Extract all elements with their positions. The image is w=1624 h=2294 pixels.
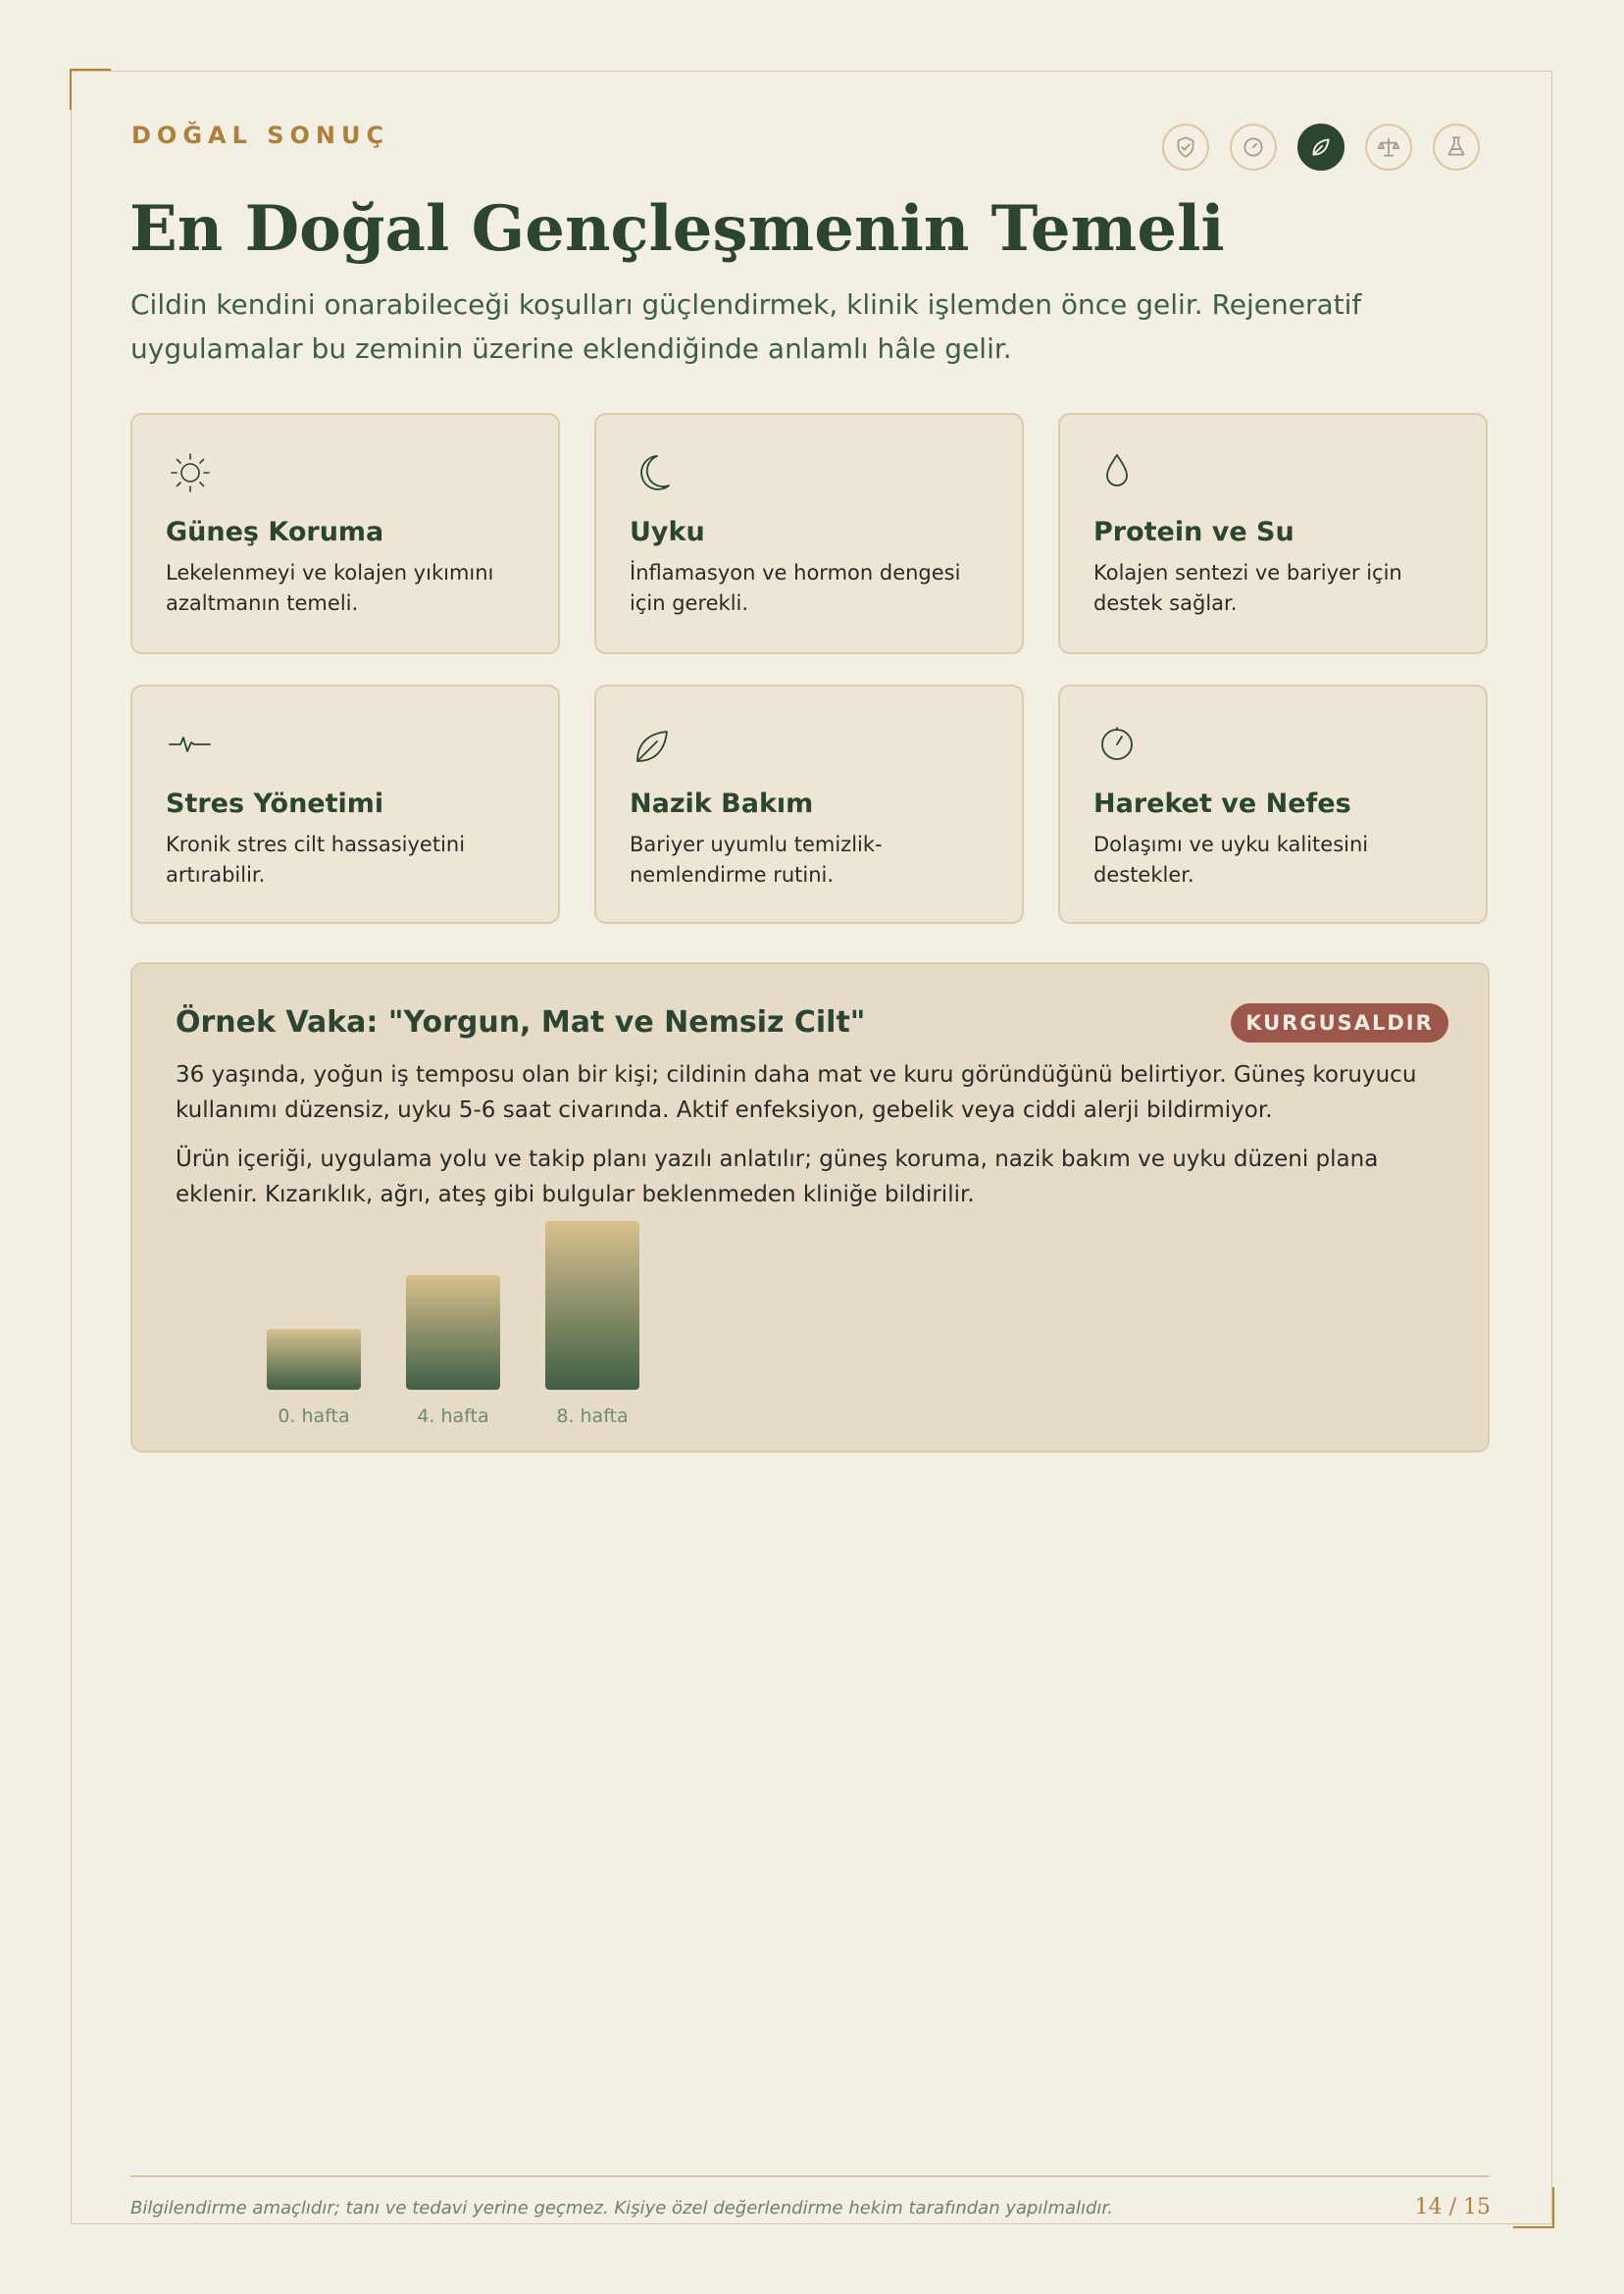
corner-accent-top-left [70, 69, 111, 110]
card-title: Protein ve Su [1093, 517, 1294, 547]
card-sun-protection [130, 413, 560, 654]
card-title: Nazik Bakım [630, 789, 814, 819]
card-gentle-care [594, 685, 1024, 924]
case-study-panel [130, 962, 1490, 1453]
card-text: İnflamasyon ve hormon dengesi için gerekli. [630, 561, 961, 615]
leaf-icon[interactable] [1297, 124, 1345, 171]
section-nav [1162, 124, 1480, 171]
fictional-badge: KURGUSALDIR [1231, 1003, 1448, 1043]
card-title: Uyku [630, 517, 705, 547]
chart-bar [406, 1275, 500, 1390]
chart-tick-label: 0. hafta [278, 1405, 350, 1427]
flask-icon[interactable] [1433, 124, 1480, 171]
footer-divider [130, 2175, 1490, 2177]
balance-scale-icon[interactable] [1365, 124, 1412, 171]
case-study-title: Örnek Vaka: "Yorgun, Mat ve Nemsiz Cilt" [176, 1005, 866, 1040]
chart-bar [545, 1221, 639, 1390]
moon-icon [630, 448, 679, 497]
card-text: Lekelenmeyi ve kolajen yıkımını azaltmanın temeli. [166, 561, 494, 615]
section-eyebrow: DOĞAL SONUÇ [131, 122, 390, 149]
case-study-paragraph: 36 yaşında, yoğun iş temposu olan bir kişi; cildinin daha mat ve kuru göründüğünü belirtiyor. Güneş koruyucu kullanımı düzensiz, uyku 5-6 saat civarında. Aktif enfeksiyon, gebelik veya ciddi alerji bildirmiyor. [176, 1062, 1417, 1123]
chart-tick-label: 8. hafta [556, 1405, 629, 1427]
card-movement-breath [1058, 685, 1488, 924]
card-text: Dolaşımı ve uyku kalitesini destekler. [1093, 833, 1369, 887]
card-text: Kronik stres cilt hassasiyetini artırabilir. [166, 833, 466, 887]
case-study-paragraph: Ürün içeriği, uygulama yolu ve takip planı yazılı anlatılır; güneş koruma, nazik bakım ve uyku düzeni plana eklenir. Kızarıklık, ağrı, ateş gibi bulgular beklenmeden kliniğe bildirilir. [176, 1147, 1379, 1207]
footer-disclaimer: Bilgilendirme amaçlıdır; tanı ve tedavi yerine geçmez. Kişiye özel değerlendirme hekim tarafından yapılmalıdır. [130, 2198, 1113, 2218]
corner-accent-bottom-right [1513, 2187, 1554, 2228]
card-text: Bariyer uyumlu temizlik-nemlendirme rutini. [630, 833, 883, 887]
chart-tick-label: 4. hafta [417, 1405, 489, 1427]
progress-bar-chart [176, 1221, 666, 1447]
card-stress-management [130, 685, 560, 924]
chart-bar [267, 1329, 361, 1390]
leaf-icon [630, 720, 679, 769]
card-text: Kolajen sentezi ve bariyer için destek sağlar. [1093, 561, 1402, 615]
gauge-icon[interactable] [1230, 124, 1277, 171]
page-title: En Doğal Gençleşmenin Temeli [129, 192, 1225, 266]
pulse-icon [166, 720, 215, 769]
drop-icon [1093, 448, 1142, 497]
card-protein-water [1058, 413, 1488, 654]
lead-paragraph: Cildin kendini onarabileceği koşulları güçlendirmek, klinik işlemden önce gelir. Rejeneratif uygulamalar bu zeminin üzerine eklendiğinde anlamlı hâle gelir. [130, 288, 1362, 365]
card-title: Hareket ve Nefes [1093, 789, 1351, 819]
page-number: 14 / 15 [1414, 2195, 1491, 2219]
card-title: Stres Yönetimi [166, 789, 384, 819]
stopwatch-icon [1093, 720, 1142, 769]
card-sleep [594, 413, 1024, 654]
shield-check-icon[interactable] [1162, 124, 1209, 171]
card-title: Güneş Koruma [166, 517, 384, 547]
sun-icon [166, 448, 215, 497]
